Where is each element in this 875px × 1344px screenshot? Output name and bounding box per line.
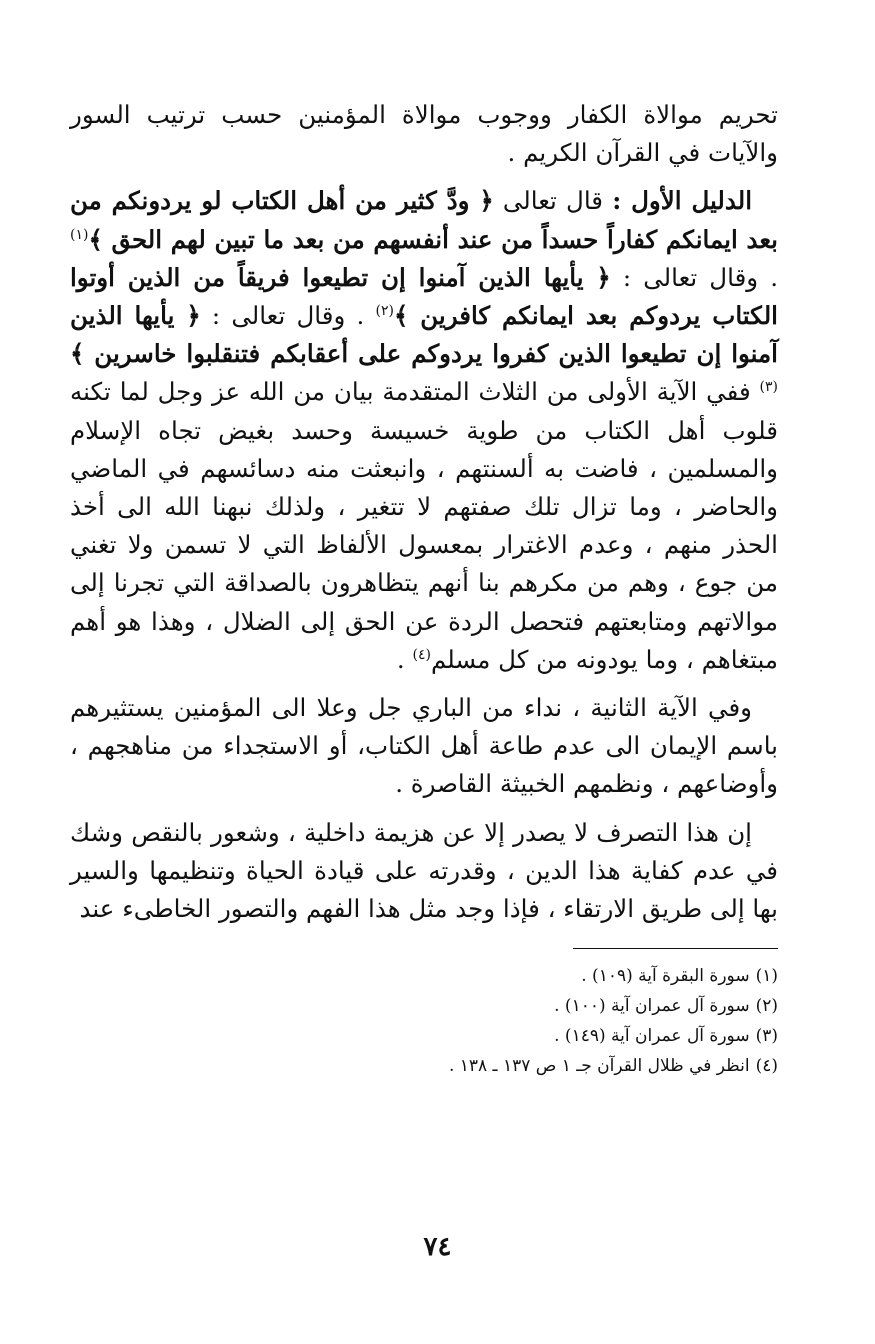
- paragraph-intro: [70, 96, 778, 172]
- footnote-number: (٤): [755, 1056, 778, 1077]
- footnote-number: (٢): [755, 996, 778, 1017]
- paragraph-first-evidence: [70, 182, 778, 679]
- connector-text-1: . وقال تعالى :: [610, 262, 778, 292]
- footnote-item: [70, 1021, 778, 1051]
- footnote-text: سورة البقرة آية (١٠٩) .: [581, 966, 750, 987]
- footnote-divider: [573, 948, 778, 949]
- ornate-bracket-close-icon: ﴾: [88, 224, 103, 254]
- footnote-ref-1: (١): [70, 226, 89, 243]
- footnote-ref-2: (٢): [375, 302, 394, 319]
- footnote-number: (١): [755, 966, 778, 987]
- paragraph-end-text: .: [396, 644, 413, 674]
- footnote-ref-4: (٤): [412, 646, 431, 663]
- footnote-item: [70, 991, 778, 1021]
- page-number: ٧٤: [423, 1232, 452, 1262]
- ornate-bracket-close-icon: ﴾: [70, 339, 85, 369]
- footnote-number: (٣): [755, 1026, 778, 1047]
- footnote-item: [70, 961, 778, 991]
- ornate-bracket-close-icon: ﴾: [393, 301, 409, 331]
- ornate-bracket-open-icon: ﴿: [186, 301, 201, 331]
- evidence-label: الدليل الأول :: [612, 186, 752, 216]
- quran-quote-1: ودَّ كثير من أهل الكتاب لو يردونكم من بعد ايمانكم كفاراً حسداً من عند أنفسهم من بعد ما تبين لهم الحق: [70, 186, 778, 254]
- paragraph-conduct-text: إن هذا التصرف لا يصدر إلا عن هزيمة داخلية ، وشعور بالنقص وشك في عدم كفاية هذا الدين ، وقدرته على قيادة الحياة وتنظيمها والسير بها إلى طريق الارتقاء ، فإذا وجد مثل هذا الفهم والتصور الخاطىء عند: [70, 817, 778, 924]
- paragraph-second-verse: [70, 689, 778, 804]
- footnote-item: [70, 1051, 778, 1081]
- quran-quote-2: يأيها الذين آمنوا إن تطيعوا فريقاً من الذين أوتوا الكتاب يردوكم بعد ايمانكم كافرين: [70, 262, 778, 331]
- commentary-text: ففي الآية الأولى من الثلاث المتقدمة بيان من الله عز وجل لما تكنه قلوب أهل الكتاب من طوية خسيسة وحسد بغيض تجاه الإسلام والمسلمين ، فاضت به ألسنتهم ، وانبعثت منه دسائسهم في الماضي والحاضر ، وما تزال تلك صفتهم لا تتغير ، ولذلك نبهنا الله الى أخذ الحذر منهم ، وعدم الاغترار بمعسول الألفاظ التي لا تسمن ولا تغني من جوع ، وهم من مكرهم بنا أنهم يتظاهرون بالصداقة التي تجرنا إلى موالاتهم ومتابعتهم فتحصل الردة عن الحق إلى الضلال ، وهذا هو أهم مبتغاهم ، وما يودونه من كل مسلم: [70, 377, 778, 674]
- ornate-bracket-open-icon: ﴿: [479, 186, 494, 216]
- paragraph-conduct: [70, 814, 778, 929]
- connector-text-2: . وقال تعالى :: [200, 301, 376, 331]
- footnote-ref-3: (٣): [759, 379, 778, 396]
- footnotes-list: [70, 961, 778, 1081]
- paragraph-second-verse-text: وفي الآية الثانية ، نداء من الباري جل وعلا الى المؤمنين يستثيرهم باسم الإيمان الى عدم طاعة أهل الكتاب، أو الاستجداء من مناهجهم ، وأوضاعهم ، ونظمهم الخبيثة القاصرة .: [70, 693, 778, 799]
- quran-quote-3: يأيها الذين آمنوا إن تطيعوا الذين كفروا يردوكم على أعقابكم فتنقلبوا خاسرين: [70, 301, 778, 369]
- paragraph-intro-text: تحريم موالاة الكفار ووجوب موالاة المؤمنين حسب ترتيب السور والآيات في القرآن الكريم .: [70, 100, 778, 168]
- footnote-text: سورة آل عمران آية (١٠٠) .: [554, 996, 750, 1017]
- page-body: [70, 96, 778, 1081]
- intro-text-1: قال تعالى: [493, 186, 613, 216]
- footnote-text: سورة آل عمران آية (١٤٩) .: [554, 1026, 750, 1047]
- ornate-bracket-open-icon: ﴿: [596, 262, 611, 292]
- footnote-text: انظر في ظلال القرآن جـ ١ ص ١٣٧ ـ ١٣٨ .: [448, 1056, 750, 1077]
